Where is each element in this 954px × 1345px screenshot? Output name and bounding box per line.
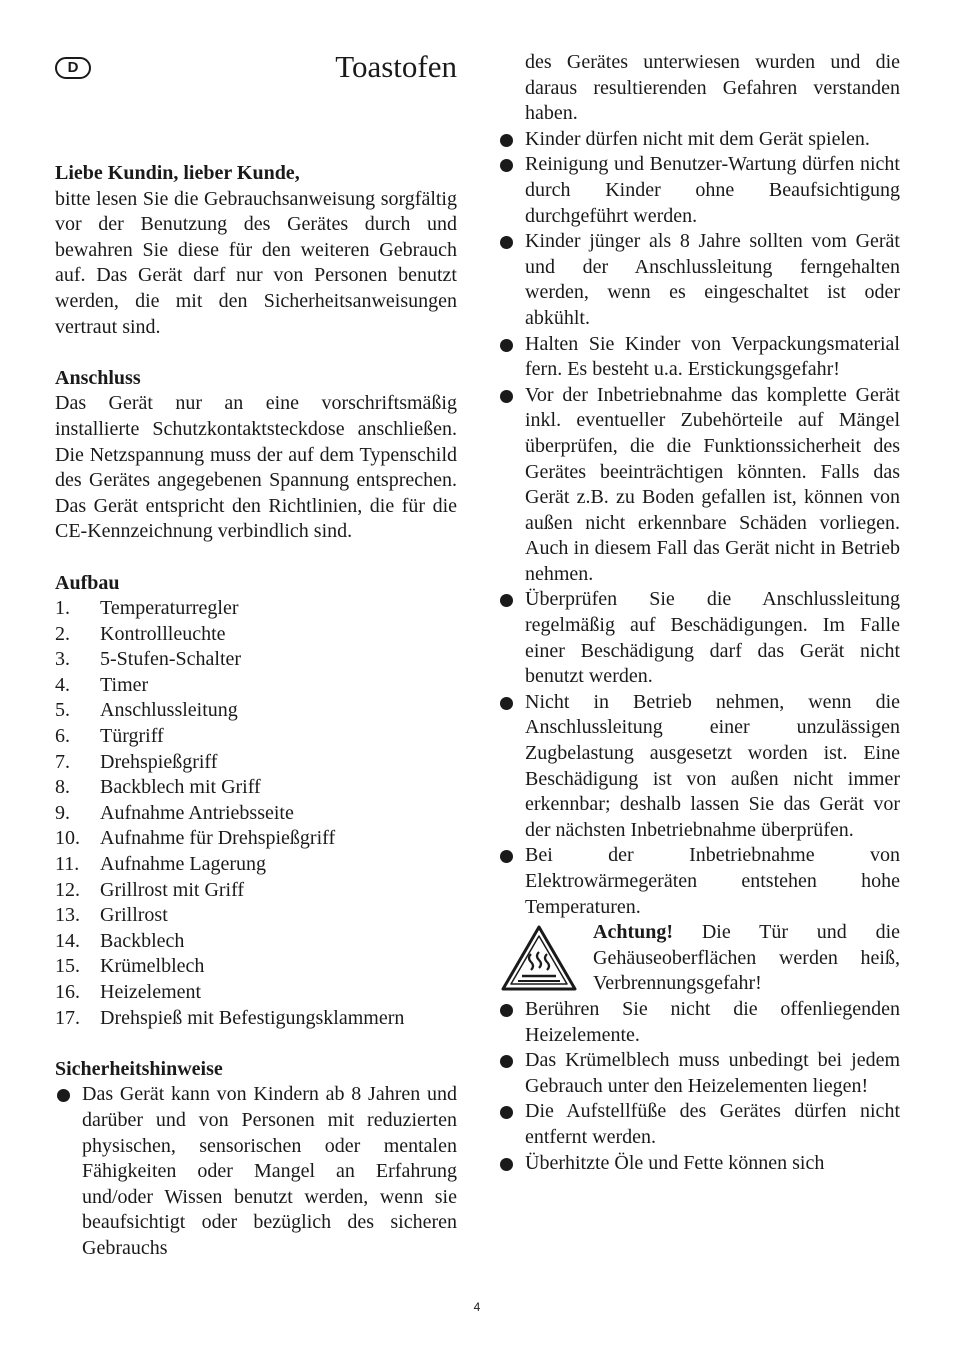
connection-section	[55, 366, 457, 545]
bullet-text: Halten Sie Kinder von Verpackungsmaterial fern. Es besteht u.a. Erstickungsgefahr!	[525, 332, 900, 381]
list-item	[55, 954, 457, 980]
connection-paragraph: Das Gerät nur an eine vorschriftsmäßig installierte Schutzkontaktsteckdose anschließen. Die Netzspannung muss der auf dem Typenschild des Gerätes angegebenen Spannung entsprechen. Das Gerät entspricht den Richtlinien, die für die CE-Kennzeichnung verbindlich sind.	[55, 392, 457, 543]
connection-heading: Anschluss	[55, 366, 141, 389]
intro-paragraph: bitte lesen Sie die Gebrauchsanweisung sorgfältig vor der Benutzung des Gerätes durch und bewahren Sie diese für den weiteren Gebrauch auf. Das Gerät darf nur von Personen benutzt werden, die mit den Sicherheitsanweisungen vertraut sind.	[55, 187, 457, 338]
list-item-label: Türgriff	[100, 725, 164, 748]
page-number: 4	[473, 1300, 481, 1314]
safety-section	[55, 1057, 457, 1262]
page-title: Toastofen	[335, 49, 457, 84]
list-item	[55, 750, 457, 776]
list-item-number: 4.	[55, 673, 70, 696]
list-item-label: Grillrost	[100, 904, 168, 927]
list-item	[498, 152, 900, 229]
bullet-text: Überhitzte Öle und Fette können sich	[525, 1151, 825, 1174]
list-item-label: Aufnahme Antriebsseite	[100, 801, 294, 824]
bullet-text: Das Krümelblech muss unbedingt bei jedem Gebrauch unter den Heizelementen liegen!	[525, 1049, 900, 1097]
bullet-text: Berühren Sie nicht die offenliegenden Heizelemente.	[525, 997, 900, 1046]
bullet-icon	[500, 134, 513, 147]
list-item-label: Backblech	[100, 929, 185, 952]
list-item-number: 9.	[55, 801, 70, 824]
list-item-number: 14.	[55, 929, 80, 952]
list-item-label: Backblech mit Griff	[100, 776, 261, 799]
safety-bullet-list-left	[55, 1082, 457, 1261]
list-item-label: Drehspieß mit Befestigungsklammern	[100, 1006, 405, 1029]
list-item-label: Aufnahme Lagerung	[100, 853, 267, 876]
list-item-number: 15.	[55, 955, 80, 978]
bullet-icon	[500, 339, 513, 352]
parts-list	[55, 596, 457, 1031]
list-item	[55, 775, 457, 801]
bullet-text: Überprüfen Sie die Anschlussleitung regelmäßig auf Beschädigungen. Im Falle einer Beschädigung darf das Gerät nicht benutzt werden.	[525, 588, 900, 688]
list-item	[498, 332, 900, 383]
bullet-icon	[500, 697, 513, 710]
list-item	[55, 1082, 457, 1261]
bullet-text: Nicht in Betrieb nehmen, wenn die Anschlussleitung einer unzulässigen Zugbelastung ausgesetzt worden ist. Eine Beschädigung ist von außen nicht immer erkennbar; deshalb lassen Sie das Gerät vor der nächsten Inbetriebnahme überprüfen.	[525, 690, 900, 841]
list-item-number: 6.	[55, 725, 70, 748]
intro-section	[55, 161, 457, 340]
list-item-label: Temperaturregler	[100, 597, 239, 620]
bullet-text: Die Aufstellfüße des Gerätes dürfen nicht entfernt werden.	[525, 1100, 900, 1148]
bullet-icon	[500, 850, 513, 863]
page-header	[55, 50, 457, 150]
list-item-label: Krümelblech	[100, 955, 205, 978]
list-item	[55, 698, 457, 724]
bullet-text: Kinder dürfen nicht mit dem Gerät spielen.	[525, 127, 870, 150]
warning-box	[498, 920, 900, 997]
list-item-label: Drehspießgriff	[100, 750, 218, 773]
list-item	[498, 997, 900, 1048]
bullet-icon	[500, 1004, 513, 1017]
list-item	[55, 903, 457, 929]
warning-label: Achtung!	[593, 921, 674, 944]
warning-text: Die Tür und die Gehäuseoberflächen werden heiß, Verbrennungsgefahr!	[593, 921, 901, 995]
list-item-number: 7.	[55, 750, 70, 773]
list-item-number: 13.	[55, 904, 80, 927]
list-item-number: 17.	[55, 1006, 80, 1029]
assembly-section	[55, 571, 457, 1032]
list-item	[55, 622, 457, 648]
list-item	[55, 852, 457, 878]
list-item	[55, 826, 457, 852]
bullet-icon	[500, 1055, 513, 1068]
list-item	[55, 929, 457, 955]
list-item-number: 1.	[55, 597, 70, 620]
hot-surface-warning-icon	[500, 924, 578, 992]
list-item	[498, 843, 900, 920]
list-item-number: 3.	[55, 648, 70, 671]
list-item-number: 8.	[55, 776, 70, 799]
list-item	[55, 1006, 457, 1032]
language-badge: D	[55, 57, 91, 79]
list-item-label: Kontrollleuchte	[100, 622, 226, 645]
list-item-number: 16.	[55, 981, 80, 1003]
list-item-label: Anschlussleitung	[100, 699, 238, 722]
bullet-icon	[500, 390, 513, 403]
bullet-text: des Gerätes unterwiesen wurden und die daraus resultierenden Gefahren verstanden haben.	[525, 51, 900, 125]
right-column	[498, 50, 900, 1176]
assembly-heading: Aufbau	[55, 571, 120, 594]
list-item	[55, 980, 457, 1006]
bullet-icon	[500, 1106, 513, 1119]
list-item-number: 12.	[55, 878, 80, 901]
list-item-number: 10.	[55, 827, 80, 850]
bullet-text: Kinder jünger als 8 Jahre sollten vom Gerät und der Anschlussleitung ferngehalten werden, wenn es eingeschaltet ist oder abkühlt.	[525, 230, 900, 329]
list-item-label: Aufnahme für Drehspießgriff	[100, 827, 336, 850]
list-item	[498, 229, 900, 331]
bullet-text: Reinigung und Benutzer-Wartung dürfen nicht durch Kinder ohne Beaufsichtigung durchgeführt werden.	[525, 153, 900, 227]
bullet-text: Vor der Inbetriebnahme das komplette Gerät inkl. eventueller Zubehörteile auf Mängel überprüfen, die die Funktionssicherheit des Gerätes beeinträchtigen könnten. Falls das Gerät z.B. zu Boden gefallen ist, können von außen nicht erkennbare Schäden vorliegen. Auch in diesem Fall das Gerät nicht in Betrieb nehmen.	[525, 383, 900, 585]
list-item	[55, 647, 457, 673]
greeting-heading: Liebe Kundin, lieber Kunde,	[55, 162, 300, 184]
list-item	[498, 1151, 900, 1177]
bullet-text: Das Gerät kann von Kindern ab 8 Jahren und darüber und von Personen mit reduzierten physischen, sensorischen oder mentalen Fähigkeiten oder Mangel an Erfahrung und/oder Wissen benutzt werden, wenn sie beaufsichtigt oder bezüglich des sicheren Gebrauchs	[82, 1083, 457, 1259]
list-item	[55, 596, 457, 622]
safety-bullet-list-right-2	[498, 997, 900, 1176]
list-item-number: 2.	[55, 622, 70, 645]
safety-heading: Sicherheitshinweise	[55, 1057, 223, 1080]
bullet-icon	[500, 159, 513, 172]
safety-bullet-list-right	[498, 50, 900, 920]
bullet-text: Bei der Inbetriebnahme von Elektrowärmegeräten entstehen hohe Temperaturen.	[525, 844, 900, 918]
list-item-label: Heizelement	[100, 981, 202, 1003]
left-column	[55, 50, 457, 1262]
bullet-icon	[500, 236, 513, 249]
list-item	[498, 690, 900, 844]
list-item-continuation	[498, 50, 900, 127]
list-item	[55, 801, 457, 827]
list-item	[498, 587, 900, 689]
list-item-label: Grillrost mit Griff	[100, 878, 245, 901]
list-item	[55, 878, 457, 904]
list-item	[498, 1099, 900, 1150]
list-item	[55, 724, 457, 750]
list-item	[55, 673, 457, 699]
list-item	[498, 1048, 900, 1099]
list-item-number: 11.	[55, 853, 80, 876]
list-item	[498, 383, 900, 588]
bullet-icon	[500, 594, 513, 607]
list-item-number: 5.	[55, 699, 70, 722]
list-item-label: Timer	[100, 673, 149, 696]
list-item	[498, 127, 900, 153]
list-item-label: 5-Stufen-Schalter	[100, 648, 242, 671]
bullet-icon	[57, 1089, 70, 1102]
bullet-icon	[500, 1158, 513, 1171]
